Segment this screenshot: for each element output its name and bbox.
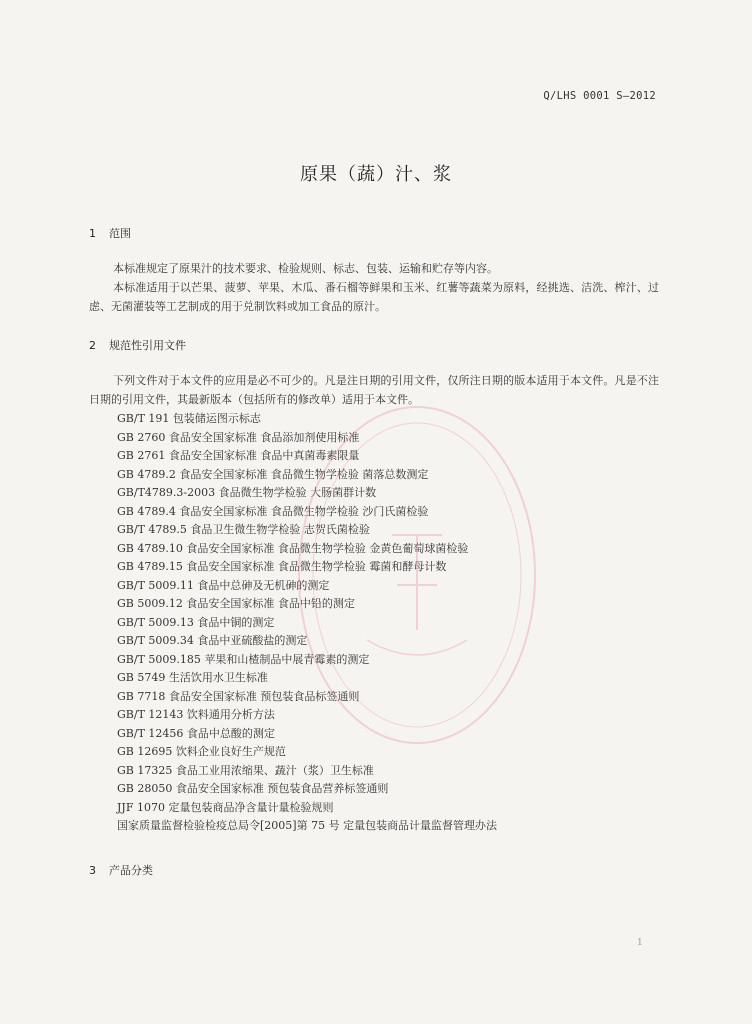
section-number: 2 <box>89 339 96 352</box>
reference-item: GB 2760 食品安全国家标准 食品添加剂使用标准 <box>117 430 360 444</box>
reference-item: GB 4789.2 食品安全国家标准 食品微生物学检验 菌落总数测定 <box>117 467 429 481</box>
reference-item: GB/T 12456 食品中总酸的测定 <box>117 726 275 740</box>
reference-item: GB/T 12143 饮料通用分析方法 <box>117 708 275 721</box>
reference-item: GB/T 5009.34 食品中亚硫酸盐的测定 <box>117 634 308 647</box>
section-title: 产品分类 <box>109 864 153 877</box>
reference-item: GB 7718 食品安全国家标准 预包装食品标签通则 <box>117 689 360 703</box>
reference-item: 国家质量监督检验检疫总局令[2005]第 75 号 定量包装商品计量监督管理办法 <box>117 819 498 832</box>
standard-code: Q/LHS 0001 S—2012 <box>543 90 656 102</box>
reference-item: GB 2761 食品安全国家标准 食品中真菌毒素限量 <box>117 449 360 462</box>
reference-item: GB/T 5009.11 食品中总砷及无机砷的测定 <box>117 578 330 592</box>
reference-item: GB 28050 食品安全国家标准 预包装食品营养标签通则 <box>117 782 389 795</box>
section-1-heading <box>89 225 131 241</box>
section-number: 1 <box>89 227 96 240</box>
scope-paragraph-1: 本标准规定了原果汁的技术要求、检验规则、标志、包装、运输和贮存等内容。 <box>113 262 498 275</box>
reference-item: GB 17325 食品工业用浓缩果、蔬汁（浆）卫生标准 <box>117 763 374 777</box>
section-title: 规范性引用文件 <box>109 339 186 352</box>
reference-item: GB/T 5009.13 食品中铜的测定 <box>117 615 275 629</box>
reference-item: GB 12695 饮料企业良好生产规范 <box>117 745 286 758</box>
reference-item: GB 5009.12 食品安全国家标准 食品中铅的测定 <box>117 597 355 610</box>
document-title: 原果（蔬）汁、浆 <box>300 164 452 185</box>
reference-item: GB/T4789.3-2003 食品微生物学检验 大肠菌群计数 <box>117 486 377 499</box>
reference-item: GB/T 191 包装储运图示标志 <box>117 412 261 425</box>
page-number: 1 <box>637 938 643 948</box>
section-2-heading <box>89 337 186 353</box>
reference-list <box>117 410 497 836</box>
section-number: 3 <box>89 864 96 877</box>
reference-item: GB 4789.15 食品安全国家标准 食品微生物学检验 霉菌和酵母计数 <box>117 560 447 573</box>
section-title: 范围 <box>109 227 131 240</box>
reference-item: GB 5749 生活饮用水卫生标准 <box>117 671 268 684</box>
section-3-heading <box>89 862 153 878</box>
reference-item: JJF 1070 定量包装商品净含量计量检验规则 <box>117 800 334 814</box>
reference-item: GB 4789.4 食品安全国家标准 食品微生物学检验 沙门氏菌检验 <box>117 504 429 518</box>
reference-item: GB/T 4789.5 食品卫生微生物学检验 志贺氏菌检验 <box>117 523 370 536</box>
normative-references-intro: 下列文件对于本文件的应用是必不可少的。凡是注日期的引用文件，仅所注日期的版本适用于本文件。凡是不注日期的引用文件，其最新版本（包括所有的修改单）适用于本文件。 <box>89 374 659 406</box>
reference-item: GB 4789.10 食品安全国家标准 食品微生物学检验 金黄色葡萄球菌检验 <box>117 541 469 555</box>
reference-item: GB/T 5009.185 苹果和山楂制品中展青霉素的测定 <box>117 652 370 666</box>
scope-paragraph-2: 本标准适用于以芒果、菠萝、苹果、木瓜、番石榴等鲜果和玉米、红薯等蔬菜为原料，经挑选、洁洗、榨汁、过虑、无菌灌装等工艺制成的用于兑制饮料或加工食品的原汁。 <box>89 281 659 313</box>
